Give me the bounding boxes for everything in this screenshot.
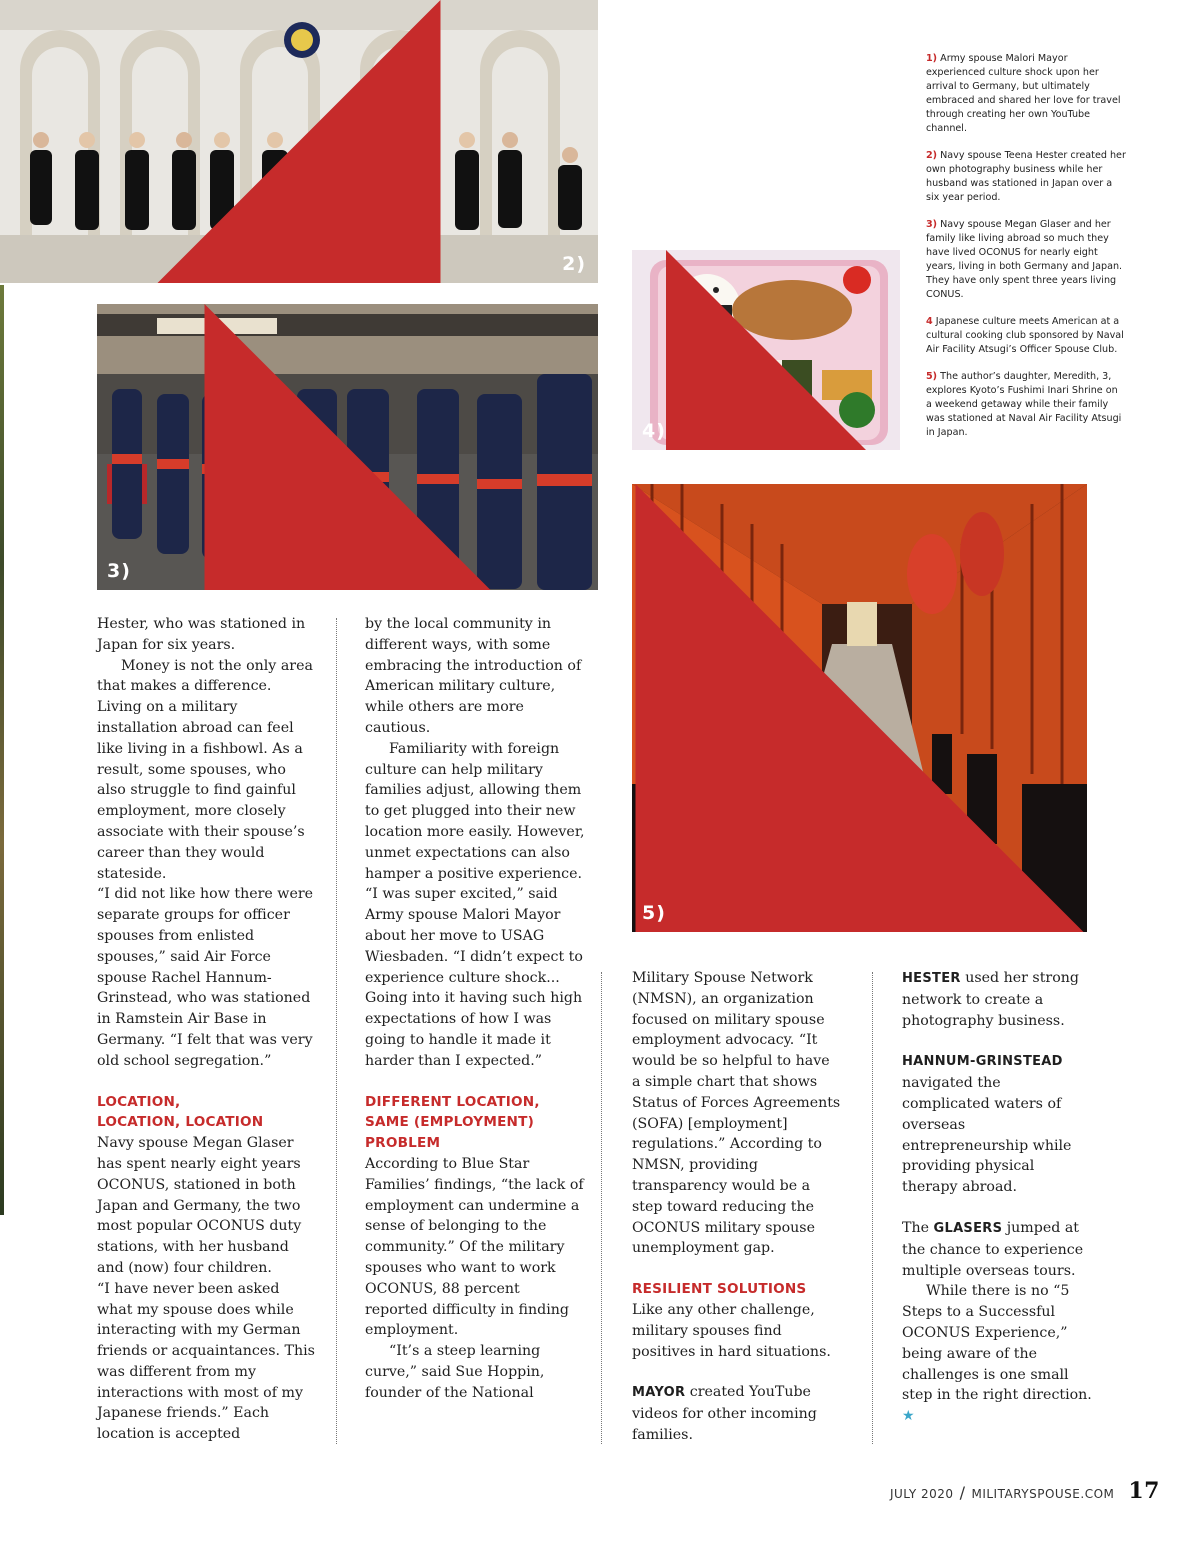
photo-bento-box — [632, 250, 900, 450]
end-star-icon: ★ — [902, 1408, 915, 1425]
page-edge-strip — [0, 285, 4, 1215]
footer-date: JULY 2020 — [889, 1487, 954, 1501]
photo-badge-5 — [632, 484, 1087, 932]
col2-paragraph: “It’s a steep learning curve,” said Sue Hoppin, founder of the National — [365, 1343, 545, 1401]
caption-4: 4 Japanese culture meets American at a cultural cooking club sponsored by Naval Air Facility Atsugi’s Officer Spouse Club. — [926, 316, 1124, 355]
section-heading-location: LOCATION, LOCATION, LOCATION — [97, 1093, 264, 1131]
footer-site: MILITARYSPOUSE.COM — [971, 1487, 1115, 1501]
caption-3: 3) Navy spouse Megan Glaser and her family like living abroad so much they have lived OCONUS for nearly eight years, living in both Germany and Japan. They have only spent three years living CONUS. — [926, 219, 1123, 300]
col4-hester-note: HESTER used her strong network to create a photography business. — [902, 970, 1079, 1029]
col3-mayor-note: MAYOR created YouTube videos for other incoming families. — [632, 1384, 817, 1443]
col1-paragraph: Money is not the only area that makes a difference. Living on a military installation abroad can feel like living in a fishbowl. As a result, some spouses, who also struggle to find gainful employment, more closely associate with their spouse’s career than they would stateside. — [97, 657, 313, 882]
col4-hannum-text: navigated the complicated waters of overseas entrepreneurship while providing physical therapy abroad. — [902, 1075, 1072, 1196]
col2-paragraph: by the local community in different ways, with some embracing the introduction of American military culture, while others are more cautious. — [365, 616, 582, 736]
col1-paragraph: Hester, who was stationed in Japan for six years. — [97, 616, 306, 653]
section-heading-resilient: RESILIENT SOLUTIONS — [632, 1281, 807, 1298]
col1-paragraph: “I did not like how there were separate groups for officer spouses from enlisted spouses,” said Air Force spouse Rachel Hannum-Grinstead, who was stationed in Ramstein Air Base in Germany. “I felt that was very old school segregation.” — [97, 886, 314, 1069]
col3-paragraph: Military Spouse Network (NMSN), an organization focused on military spouse employment advocacy. “It would be so helpful to have a simple chart that shows Status of Forces Agreements (SOFA) [employment] regulations.” According to NMSN, providing transparency would be a step toward reducing the OCONUS military spouse unemployment gap. — [632, 970, 841, 1257]
section-heading-employment: DIFFERENT LOCATION, SAME (EMPLOYMENT) PROBLEM — [365, 1093, 540, 1152]
article-column-1 — [97, 614, 315, 1445]
photo-group-black-dresses — [0, 0, 598, 283]
column-divider — [601, 972, 602, 1444]
caption-1: 1) Army spouse Malori Mayor experienced culture shock upon her arrival to Germany, but ultimately embraced and shared her love for travel through creating her own YouTube channel. — [926, 53, 1121, 134]
photo-label-4: 4) — [642, 420, 666, 442]
photo-torii-tunnel — [632, 484, 1087, 932]
photo-badge-4 — [632, 250, 900, 450]
col1-paragraph: Navy spouse Megan Glaser has spent nearly eight years OCONUS, stationed in both Japan and Germany, the two most popular OCONUS duty stations, with her husband and (now) four children. — [97, 1135, 302, 1276]
column-divider — [872, 972, 873, 1444]
footer-separator: / — [959, 1483, 966, 1502]
article-column-3 — [632, 968, 842, 1446]
photo-captions — [926, 52, 1126, 453]
page-number: 17 — [1128, 1478, 1160, 1504]
col2-paragraph: According to Blue Star Families’ findings, “the lack of employment can undermine a sense of belonging to the community.” Of the military spouses who want to work OCONUS, 88 percent reported difficulty in finding employment. — [365, 1155, 584, 1339]
photo-badge-3 — [97, 304, 598, 590]
column-divider — [336, 618, 337, 1444]
col4-hannum-name: HANNUM-GRINSTEAD — [902, 1054, 1063, 1070]
page-footer — [890, 1478, 1160, 1504]
caption-5: 5) The author’s daughter, Meredith, 3, explores Kyoto’s Fushimi Inari Shrine on a weekend getaway while their family was stationed at Naval Air Facility Atsugi in Japan. — [926, 371, 1122, 438]
article-column-4 — [902, 968, 1092, 1427]
col3-paragraph: Like any other challenge, military spouses find positives in hard situations. — [632, 1301, 831, 1360]
col2-paragraph: Familiarity with foreign culture can help military families adjust, allowing them to get plugged into their new location more easily. However, unmet expectations can also hamper a positive experience. “I was super excited,” said Army spouse Malori Mayor about her move to USAG Wiesbaden. “I didn’t expect to experience culture shock... Going into it having such high expectations of how I was going to handle it made it harder than I expected.” — [365, 740, 585, 1069]
photo-label-3: 3) — [107, 560, 131, 582]
col4-glasers-note: The GLASERS jumped at the chance to experience multiple overseas tours. — [902, 1219, 1084, 1279]
col1-paragraph: “I have never been asked what my spouse does while interacting with my German friends or acquaintances. This was different from my interactions with most of my Japanese friends.” Each location is accepted — [97, 1280, 315, 1443]
photo-badge-2 — [0, 0, 598, 283]
article-column-2 — [365, 614, 585, 1403]
col4-closing-paragraph: While there is no “5 Steps to a Successful OCONUS Experience,” being aware of the challenges is one small step in the right direction. ★ — [902, 1283, 1092, 1425]
photo-label-5: 5) — [642, 902, 666, 924]
caption-2: 2) Navy spouse Teena Hester created her own photography business while her husband was stationed in Japan over a six year period. — [926, 150, 1126, 203]
photo-label-2: 2) — [562, 253, 586, 275]
photo-yukata-parade — [97, 304, 598, 590]
